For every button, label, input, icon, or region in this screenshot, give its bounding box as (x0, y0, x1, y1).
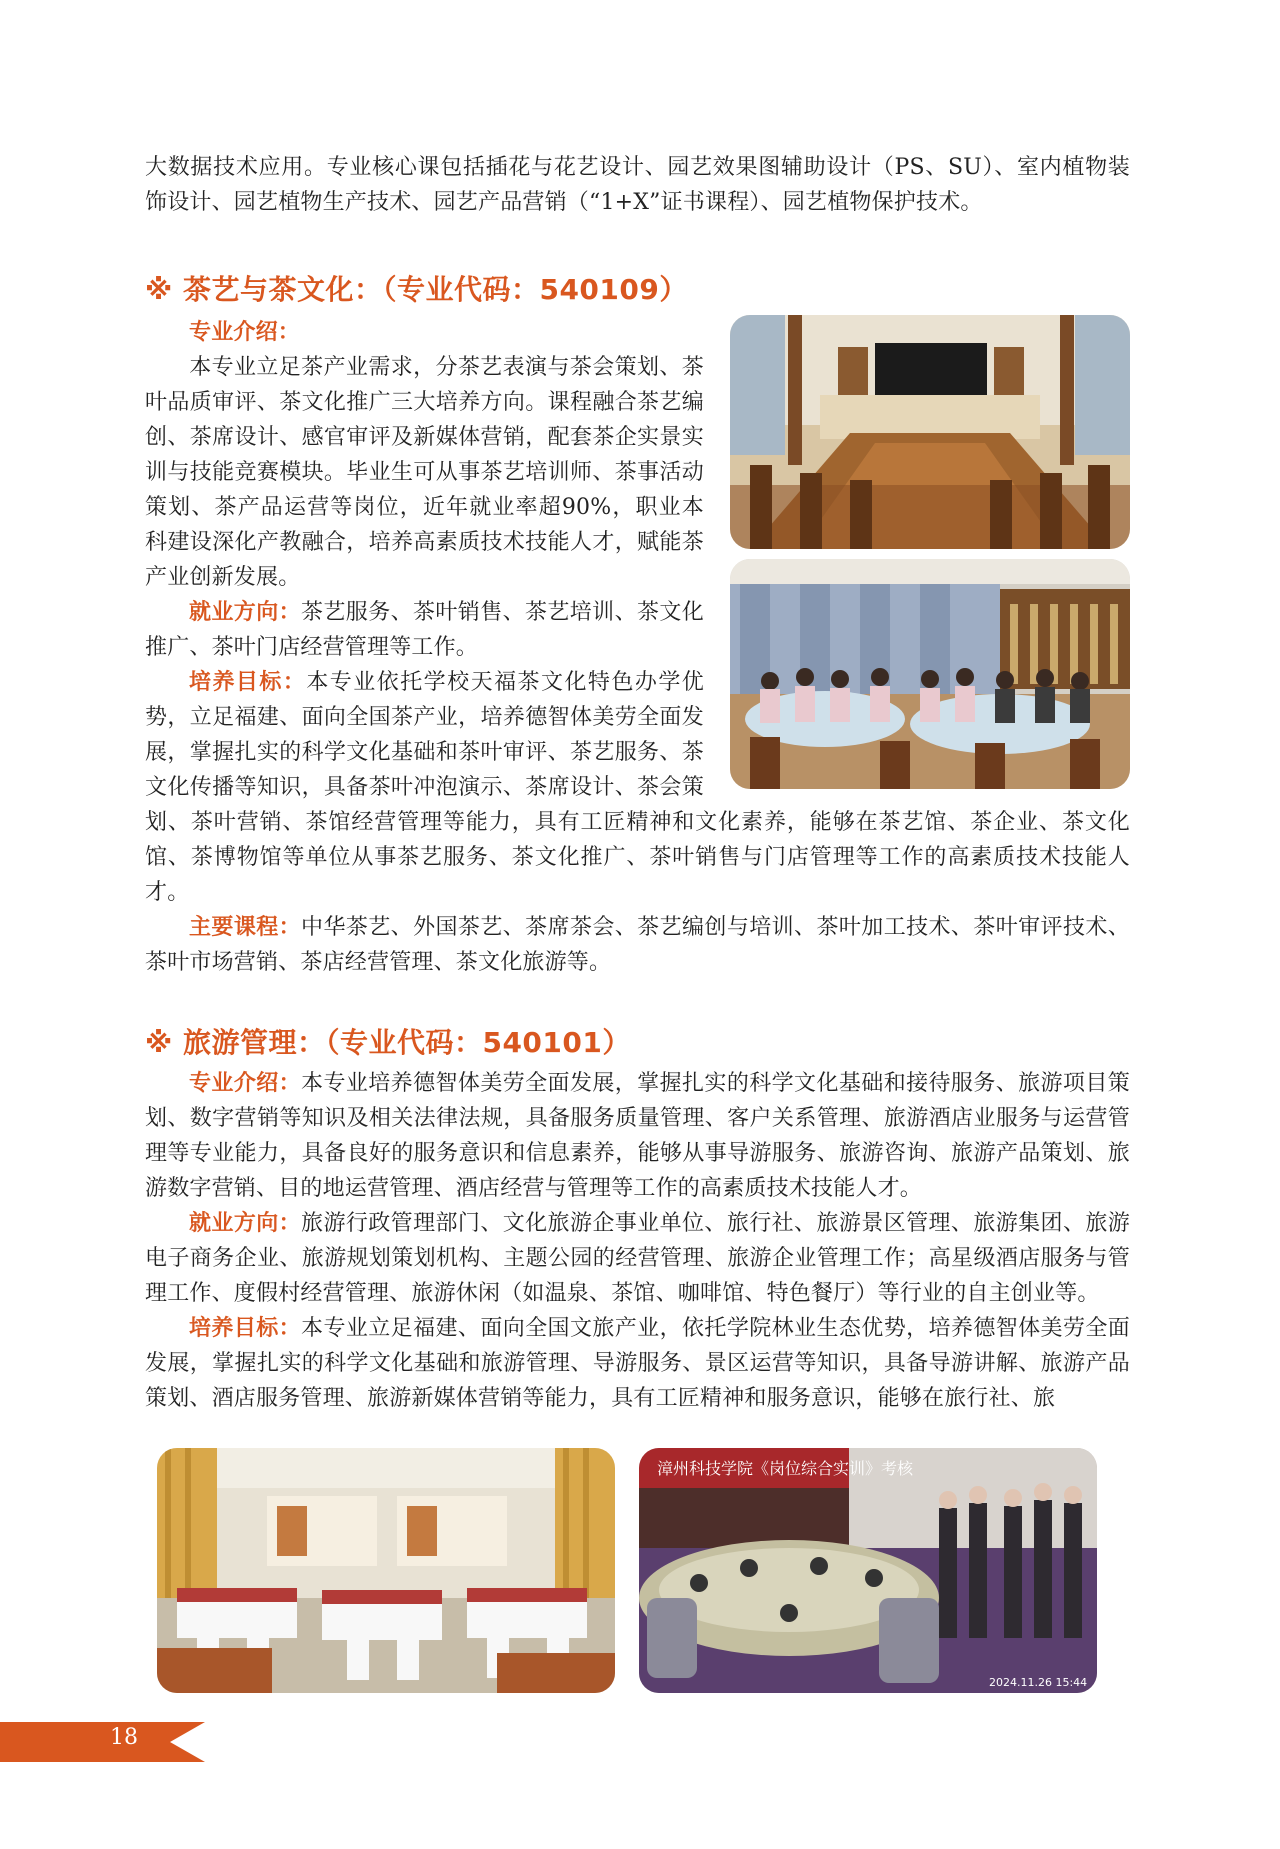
tea-course-label: 主要课程： (189, 915, 302, 940)
tourism-goal-label: 培养目标： (189, 1316, 302, 1341)
tourism-section-title: ※ 旅游管理：（专业代码：540101） (145, 1026, 631, 1059)
tourism-goal-text: 本专业立足福建、面向全国文旅产业，依托学院林业生态优势，培养德智体美劳全面发展，掌握扎实的科学文化基础和旅游管理、导游服务、景区运营等知识，具备导游讲解、旅游产品策划、酒店服务管理、旅游新媒体营销等能力，具有工匠精神和服务意识，能够在旅行社、旅 (145, 1316, 1130, 1411)
tourism-intro-text: 本专业培养德智体美劳全面发展，掌握扎实的科学文化基础和接待服务、旅游项目策划、数字营销等知识及相关法律法规，具备服务质量管理、客户关系管理、旅游酒店业服务与运营管理等专业能力，具备良好的服务意识和信息素养，能够从事导游服务、旅游咨询、旅游产品策划、旅游数字营销、目的地运营管理、酒店经营与管理等工作的高素质技术技能人才。 (145, 1071, 1130, 1201)
tea-goal-text: 本专业依托学校天福茶文化特色办学优势，立足福建、面向全国茶产业，培养德智体美劳全面发展，掌握扎实的科学文化基础和茶叶审评、茶艺服务、茶文化传播等知识，具备茶叶冲泡演示、茶席设计、茶会策划、茶叶营销、茶馆经营管理等能力，具有工匠精神和文化素养，能够在茶艺馆、茶企业、茶文化馆、茶博物馆等单位从事茶艺服务、茶文化推广、茶叶销售与门店管理等工作的高素质技术技能人才。 (145, 670, 1130, 905)
training-banner-text: 漳州科技学院《岗位综合实训》考核 (657, 1459, 914, 1478)
page-number: 18 (110, 1725, 138, 1750)
tourism-intro-label: 专业介绍： (189, 1071, 302, 1096)
tea-career-text: 茶艺服务、茶叶销售、茶艺培训、茶文化推广、茶叶门店经营管理等工作。 (145, 600, 704, 660)
tea-classroom-photo (730, 315, 1130, 549)
tourism-goal (145, 1311, 1130, 1416)
intro-paragraph (145, 150, 1130, 220)
tourism-career-label: 就业方向： (189, 1211, 302, 1236)
tourism-section-body (145, 1066, 1130, 1416)
intro-text: 大数据技术应用。专业核心课包括插花与花艺设计、园艺效果图辅助设计（PS、SU）、室内植物装饰设计、园艺植物生产技术、园艺产品营销（“1+X”证书课程）、园艺植物保护技术。 (145, 155, 1130, 215)
tea-photos (730, 315, 1130, 789)
tourism-career (145, 1206, 1130, 1311)
photo-timestamp: 2024.11.26 15:44 (989, 1676, 1088, 1689)
tea-career-label: 就业方向： (189, 600, 301, 625)
tea-section-title: ※ 茶艺与茶文化：（专业代码：540109） (145, 273, 688, 306)
tourism-career-text: 旅游行政管理部门、文化旅游企事业单位、旅行社、旅游景区管理、旅游集团、旅游电子商务企业、旅游规划策划机构、主题公园的经营管理、旅游企业管理工作；高星级酒店服务与管理工作、度假村经营管理、旅游休闲（如温泉、茶馆、咖啡馆、特色餐厅）等行业的自主创业等。 (145, 1211, 1130, 1306)
tea-section-body (145, 315, 1130, 980)
tea-course (145, 910, 1130, 980)
tea-course-text: 中华茶艺、外国茶艺、茶席茶会、茶艺编创与培训、茶叶加工技术、茶叶审评技术、茶叶市场营销、茶店经营管理、茶文化旅游等。 (145, 915, 1130, 975)
banquet-hall-photo (157, 1448, 615, 1693)
tea-intro-label: 专业介绍： (189, 320, 301, 345)
page-number-tab (0, 1722, 205, 1762)
tea-intro-text: 本专业立足茶产业需求，分茶艺表演与茶会策划、茶叶品质审评、茶文化推广三大培养方向。课程融合茶艺编创、茶席设计、感官审评及新媒体营销，配套茶企实景实训与技能竞赛模块。毕业生可从事茶艺培训师、茶事活动策划、茶产品运营等岗位，近年就业率超90%，职业本科建设深化产教融合，培养高素质技术技能人才，赋能茶产业创新发展。 (145, 355, 704, 590)
training-assessment-photo (639, 1448, 1097, 1693)
tourism-intro (145, 1066, 1130, 1206)
tea-gathering-photo (730, 559, 1130, 789)
tea-goal-label: 培养目标： (189, 670, 307, 695)
